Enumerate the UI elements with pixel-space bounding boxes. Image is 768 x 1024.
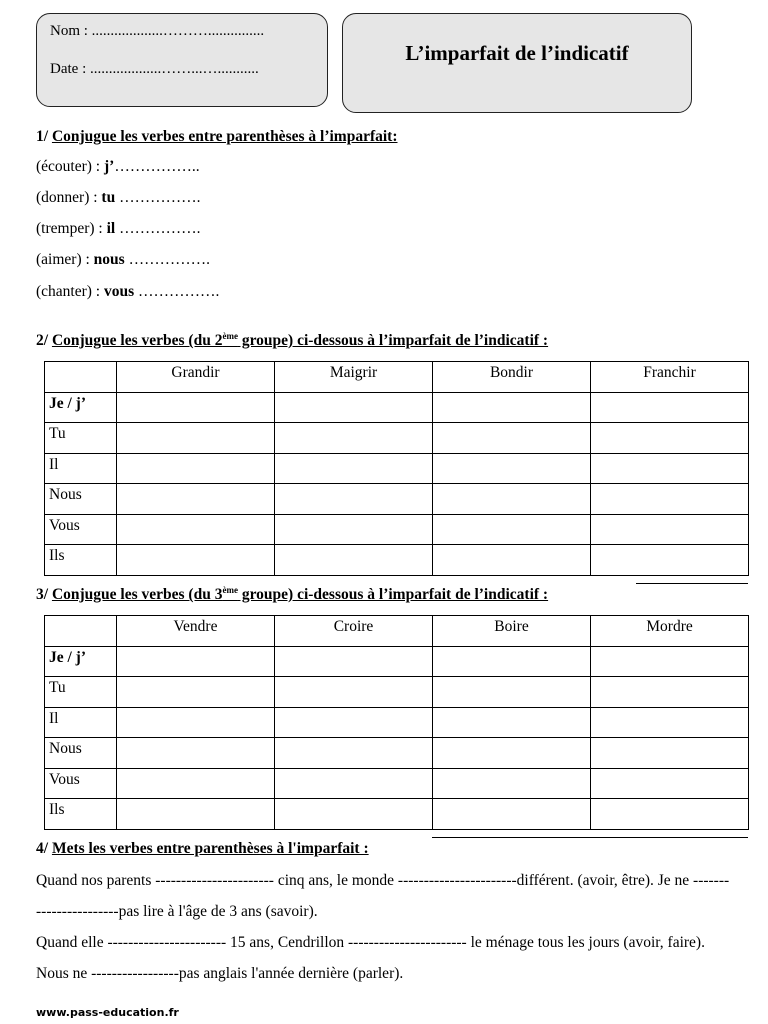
- answer-cell[interactable]: [591, 392, 749, 423]
- answer-cell[interactable]: [117, 677, 275, 708]
- answer-cell[interactable]: [433, 453, 591, 484]
- answer-cell[interactable]: [275, 392, 433, 423]
- ex3-heading: 3/ Conjugue les verbes (du 3ème groupe) ci-dessous à l’imparfait de l’indicatif :: [36, 585, 549, 604]
- answer-cell[interactable]: [117, 545, 275, 576]
- date-field[interactable]: [50, 61, 259, 78]
- ex4-heading: 4/ Mets les verbes entre parenthèses à l'imparfait :: [36, 840, 369, 857]
- answer-cell[interactable]: [275, 545, 433, 576]
- ex1-line-3[interactable]: (tremper) : il …………….: [36, 220, 201, 237]
- ex3-corner: [45, 616, 117, 647]
- answer-cell[interactable]: [117, 738, 275, 769]
- answer-cell[interactable]: [433, 545, 591, 576]
- answer-cell[interactable]: [117, 514, 275, 545]
- ex1-heading: 1/ Conjugue les verbes entre parenthèses à l’imparfait:: [36, 128, 398, 145]
- ex2-row-label: Je / j’: [45, 392, 117, 423]
- answer-cell[interactable]: [433, 738, 591, 769]
- ex3-row-label: Je / j’: [45, 646, 117, 677]
- ex2-row-label: Vous: [45, 514, 117, 545]
- ex2-row-label: Tu: [45, 423, 117, 454]
- name-label: Nom :: [50, 23, 88, 39]
- answer-cell[interactable]: [433, 484, 591, 515]
- name-field[interactable]: [50, 23, 264, 40]
- ex2-col-3: Bondir: [433, 362, 591, 393]
- answer-cell[interactable]: [275, 768, 433, 799]
- answer-cell[interactable]: [117, 484, 275, 515]
- answer-cell[interactable]: [275, 514, 433, 545]
- answer-cell[interactable]: [433, 707, 591, 738]
- answer-cell[interactable]: [433, 768, 591, 799]
- ex3-col-1: Vendre: [117, 616, 275, 647]
- ex3-table: [44, 615, 749, 830]
- ex3-col-4: Mordre: [591, 616, 749, 647]
- answer-cell[interactable]: [433, 799, 591, 830]
- answer-cell[interactable]: [275, 738, 433, 769]
- separator-line: [636, 583, 748, 584]
- answer-cell[interactable]: [433, 423, 591, 454]
- answer-cell[interactable]: [117, 768, 275, 799]
- answer-cell[interactable]: [591, 484, 749, 515]
- answer-cell[interactable]: [591, 545, 749, 576]
- ex1-line-4[interactable]: (aimer) : nous …………….: [36, 251, 210, 268]
- ex2-row-label: Il: [45, 453, 117, 484]
- answer-cell[interactable]: [275, 707, 433, 738]
- answer-cell[interactable]: [275, 453, 433, 484]
- answer-cell[interactable]: [433, 646, 591, 677]
- answer-cell[interactable]: [117, 799, 275, 830]
- date-label: Date :: [50, 61, 87, 77]
- answer-cell[interactable]: [591, 799, 749, 830]
- answer-cell[interactable]: [591, 453, 749, 484]
- ex3-col-2: Croire: [275, 616, 433, 647]
- ex1-line-1[interactable]: (écouter) : j’……………..: [36, 158, 200, 175]
- ex3-row-label: Il: [45, 707, 117, 738]
- answer-cell[interactable]: [117, 646, 275, 677]
- ex2-row-label: Ils: [45, 545, 117, 576]
- name-date-box: [36, 13, 328, 107]
- ex3-row-label: Tu: [45, 677, 117, 708]
- ex3-row-label: Nous: [45, 738, 117, 769]
- answer-cell[interactable]: [591, 768, 749, 799]
- ex4-paragraph-1[interactable]: Quand nos parents ----------------------- cinq ans, le monde -----------------------différent. (avoir, être). Je ne -----------------------pas lire à l'âge de 3 ans (savoir).: [36, 872, 730, 920]
- answer-cell[interactable]: [117, 707, 275, 738]
- answer-cell[interactable]: [591, 423, 749, 454]
- answer-cell[interactable]: [433, 514, 591, 545]
- ex1-line-5[interactable]: (chanter) : vous …………….: [36, 283, 220, 300]
- ex2-corner: [45, 362, 117, 393]
- answer-cell[interactable]: [275, 646, 433, 677]
- separator-line: [432, 837, 748, 838]
- answer-cell[interactable]: [117, 423, 275, 454]
- name-blank[interactable]: ...................………...............: [91, 23, 265, 39]
- answer-cell[interactable]: [275, 423, 433, 454]
- answer-cell[interactable]: [275, 484, 433, 515]
- ex1-line-2[interactable]: (donner) : tu …………….: [36, 189, 201, 206]
- ex2-heading: 2/ Conjugue les verbes (du 2ème groupe) ci-dessous à l’imparfait de l’indicatif :: [36, 331, 549, 350]
- ex2-col-1: Grandir: [117, 362, 275, 393]
- ex2-col-4: Franchir: [591, 362, 749, 393]
- answer-cell[interactable]: [591, 677, 749, 708]
- ex4-paragraph-2[interactable]: Quand elle ----------------------- 15 ans, Cendrillon ----------------------- le ménage tous les jours (avoir, faire). Nous ne -----------------pas anglais l'année dernière (parler).: [36, 934, 705, 982]
- page-title: L’imparfait de l’indicatif: [405, 41, 629, 65]
- date-blank[interactable]: ...................……...…...........: [89, 61, 259, 77]
- answer-cell[interactable]: [117, 453, 275, 484]
- ex2-row-label: Nous: [45, 484, 117, 515]
- answer-cell[interactable]: [433, 392, 591, 423]
- answer-cell[interactable]: [275, 799, 433, 830]
- ex2-col-2: Maigrir: [275, 362, 433, 393]
- answer-cell[interactable]: [591, 707, 749, 738]
- answer-cell[interactable]: [117, 392, 275, 423]
- answer-cell[interactable]: [591, 514, 749, 545]
- answer-cell[interactable]: [275, 677, 433, 708]
- title-box: [342, 13, 692, 113]
- answer-cell[interactable]: [591, 738, 749, 769]
- ex2-table: [44, 361, 749, 576]
- ex3-row-label: Ils: [45, 799, 117, 830]
- answer-cell[interactable]: [591, 646, 749, 677]
- answer-cell[interactable]: [433, 677, 591, 708]
- ex3-col-3: Boire: [433, 616, 591, 647]
- footer-site: www.pass-education.fr: [36, 1006, 179, 1019]
- ex3-row-label: Vous: [45, 768, 117, 799]
